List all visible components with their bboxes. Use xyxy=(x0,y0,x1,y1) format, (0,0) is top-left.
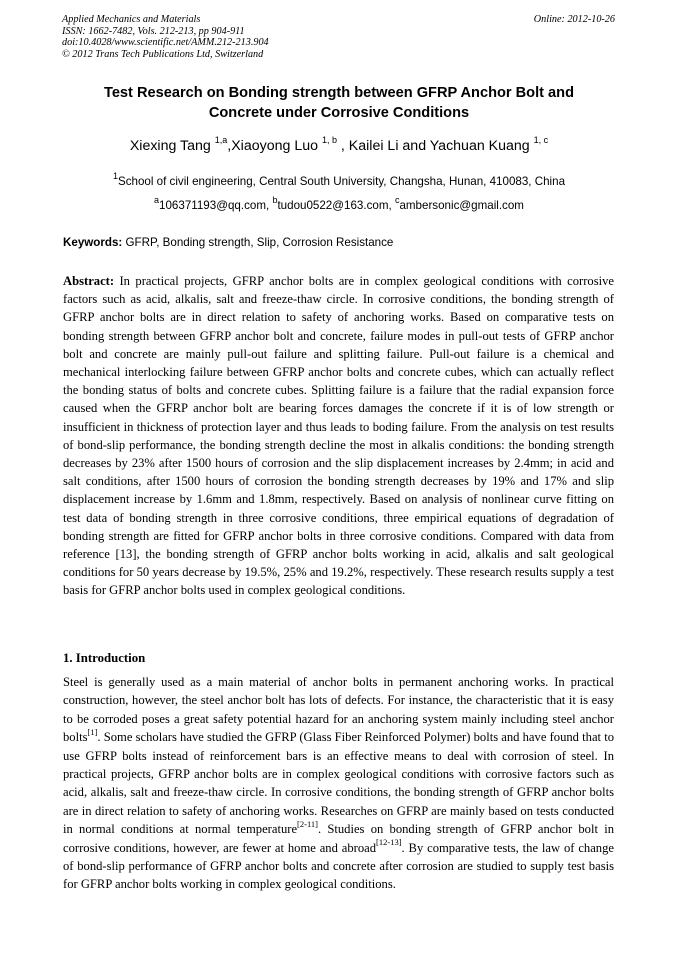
email-list xyxy=(40,195,638,213)
citation-12-13[interactable]: [12-13] xyxy=(376,837,402,848)
intro-text-3: . Studies on bonding strength of GFRP anchor bolt in corrosive conditions, however, are fewer at home and abroad xyxy=(63,822,615,855)
email-a[interactable]: 106371193@qq.com, xyxy=(159,199,273,212)
email-b[interactable]: tudou0522@163.com, xyxy=(277,199,395,212)
intro-text-1: Steel is generally used as a main material of anchor bolts in permanent anchoring works. In practical construction, however, the steel anchor bolt has lots of defects. For instance, the characteristic that it is easy to be corroded poses a great safety potential hazard for an anchoring system mainly including steel anchor bolts xyxy=(63,675,614,745)
author-3-4: , Kailei Li and Yachuan Kuang xyxy=(336,138,534,154)
affiliation xyxy=(40,171,638,189)
intro-text-4: . By comparative tests, the law of change of bond-slip performance of GFRP anchor bolts and concrete after corrosion are studied to supply test basis for GFRP anchor bolts working in complex geological conditions. xyxy=(63,840,614,892)
copyright-line: © 2012 Trans Tech Publications Ltd, Switzerland xyxy=(62,48,264,60)
keywords-label: Keywords: xyxy=(63,236,123,249)
keywords xyxy=(63,236,616,250)
email-c[interactable]: ambersonic@gmail.com xyxy=(399,199,524,212)
affiliation-text: School of civil engineering, Central South University, Changsha, Hunan, 410083, China xyxy=(117,175,566,188)
online-date: Online: 2012-10-26 xyxy=(533,14,615,25)
citation-1[interactable]: [1] xyxy=(87,727,98,738)
email-a-marker: a xyxy=(154,195,160,206)
email-c-marker: c xyxy=(394,195,400,206)
abstract xyxy=(63,272,614,600)
author-4-affil: 1, c xyxy=(533,135,549,146)
doi-line[interactable]: doi:10.4028/www.scientific.net/AMM.212-213.904 xyxy=(62,37,269,48)
author-2-affil: 1, b xyxy=(321,135,337,146)
keywords-text: GFRP, Bonding strength, Slip, Corrosion Resistance xyxy=(122,236,394,249)
citation-2-11[interactable]: [2-11] xyxy=(297,819,318,830)
author-1: Xiexing Tang xyxy=(129,138,215,154)
email-b-marker: b xyxy=(272,195,278,206)
journal-header xyxy=(62,14,615,60)
paper-title xyxy=(40,84,638,123)
author-2: ,Xiaoyong Luo xyxy=(227,138,322,154)
abstract-label: Abstract: xyxy=(63,274,115,288)
title-line-1: Test Research on Bonding strength between GFRP Anchor Bolt and xyxy=(103,85,574,101)
affiliation-marker: 1 xyxy=(112,171,118,182)
journal-name: Applied Mechanics and Materials xyxy=(62,14,201,25)
introduction-paragraph xyxy=(63,673,614,894)
author-list xyxy=(40,137,638,155)
issn-line: ISSN: 1662-7482, Vols. 212-213, pp 904-911 xyxy=(62,25,245,37)
section-heading-introduction: 1. Introduction xyxy=(63,651,146,665)
intro-text-2: . Some scholars have studied the GFRP (Glass Fiber Reinforced Polymer) bolts and have found that to use GFRP bolts instead of reinforcement bars is an effective means to deal with corrosion of steel. In practical projects, GFRP anchor bolts are in complex geological conditions with corrosive factors such as acid, alkalis, salt and freeze-thaw circle. In corrosive conditions, the bonding strength of GFRP anchor bolts are in direct relation to safety of anchoring works. Researches on GFRP are mainly based on tests conducted in normal conditions at normal temperature xyxy=(63,730,614,837)
author-1-affil: 1,a xyxy=(214,135,228,146)
abstract-text: In practical projects, GFRP anchor bolts are in complex geological conditions with corrosive factors such as acid, alkalis, salt and freeze-thaw circle. In corrosive conditions, the bonding strength of GFRP anchor bolts are in direct relation to safety of anchoring works. Based on comparative tests on bonding strength between GFRP anchor bolt and concrete, failure modes in pull-out tests of GFRP anchor bolt and concrete are mainly pull-out failure and splitting failure. Pull-out failure is a chemical and mechanical interlocking failure between GFRP anchor bolts and concrete cubes, which can actually reflect the bonding status of bolts and concrete cubes. Splitting failure is a failure that the radial expansion force caused when the GFRP anchor bolt are bearing forces damages the concrete if it is of low strength or insufficient in thickness of protection layer and thus leads to boding failure. From the analysis on test results of bond-slip performance, the bonding strength decline the most in alkalis conditions: the bonding strength decreases by 23% after 1500 hours of corrosion and the slip displacement increases by 2.4mm; in acid and salt conditions, after 1500 hours of corrosion the bonding strength decreases by 19% and 17% and slip displacement increase by 1.6mm and 1.8mm, respectively. Based on analysis of nonlinear curve fitting on test data of bonding strength in three corrosive conditions, three empirical equations of degradation of bonding strength are fitted for GFRP anchor bolts in three corrosive conditions. Compared with data from reference [13], the bonding strength of GFRP anchor bolts working in acid, alkalis and salt geological conditions for 50 years decrease by 19.5%, 25% and 19.2%, respectively. These research results supply a test basis for GFRP anchor bolts used in complex geological conditions. xyxy=(63,274,614,598)
title-line-2: Concrete under Corrosive Conditions xyxy=(208,104,470,121)
